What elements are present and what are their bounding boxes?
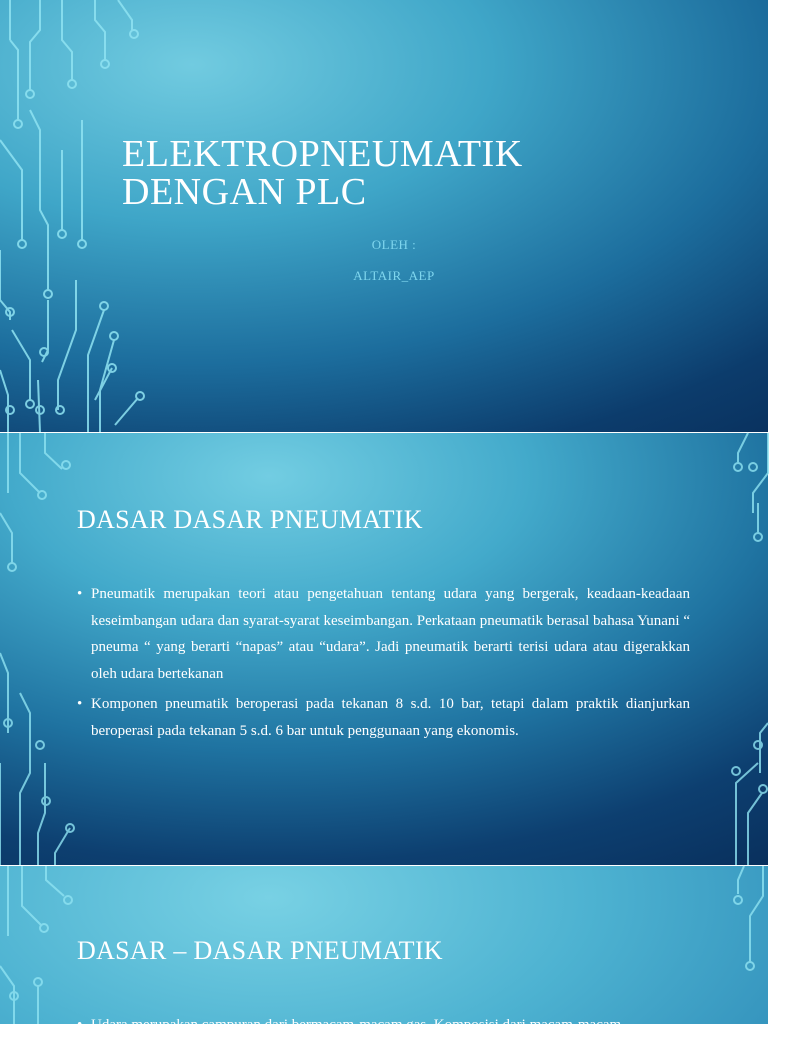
- list-item: [77, 1012, 690, 1039]
- bullet-text: Udara merupakan campuran dari bermacam-macam gas. Komposisi dari macam-macam: [91, 1017, 622, 1033]
- bullet-text: Komponen pneumatik beroperasi pada tekanan 8 s.d. 10 bar, tetapi dalam praktik dianjurkan beroperasi pada tekanan 5 s.d. 6 bar untuk penggunaan yang ekonomis.: [91, 696, 690, 739]
- author-name: ALTAIR_AEP: [353, 268, 435, 283]
- circuit-board-decoration-icon: [0, 0, 160, 432]
- section-heading: DASAR – DASAR PNEUMATIK: [77, 936, 443, 965]
- bullet-list: [77, 581, 690, 748]
- bullet-icon: •: [77, 1017, 83, 1033]
- section-heading: DASAR DASAR PNEUMATIK: [77, 505, 423, 534]
- bullet-text: Pneumatik merupakan teori atau pengetahuan tentang udara yang bergerak, keadaan-keadaan keseimbangan udara dan syarat-syarat keseimbangan. Perkataan pneumatik berasal bahasa Yunani “ pneuma “ yang berarti “napas” atau “udara”. Jadi pneumatik berarti terisi udara atau digerakkan oleh udara bertekanan: [91, 586, 690, 682]
- slide-content-1[interactable]: [0, 433, 768, 865]
- list-item: [77, 691, 690, 744]
- slide-content-2[interactable]: [0, 866, 768, 1033]
- slide-title-heading: [122, 135, 642, 211]
- bullet-icon: •: [77, 696, 83, 712]
- slide-title[interactable]: [0, 0, 768, 432]
- bullet-icon: •: [77, 586, 83, 602]
- title-line-2: DENGAN PLC: [122, 171, 367, 213]
- circuit-board-decoration-icon: [708, 433, 768, 865]
- title-line-1: ELEKTROPNEUMATIK: [122, 133, 523, 175]
- bullet-list: [77, 1012, 690, 1043]
- byline-label: OLEH :: [371, 237, 417, 252]
- list-item: [77, 581, 690, 687]
- circuit-board-decoration-icon: [708, 866, 768, 1024]
- circuit-board-decoration-icon: [0, 433, 83, 865]
